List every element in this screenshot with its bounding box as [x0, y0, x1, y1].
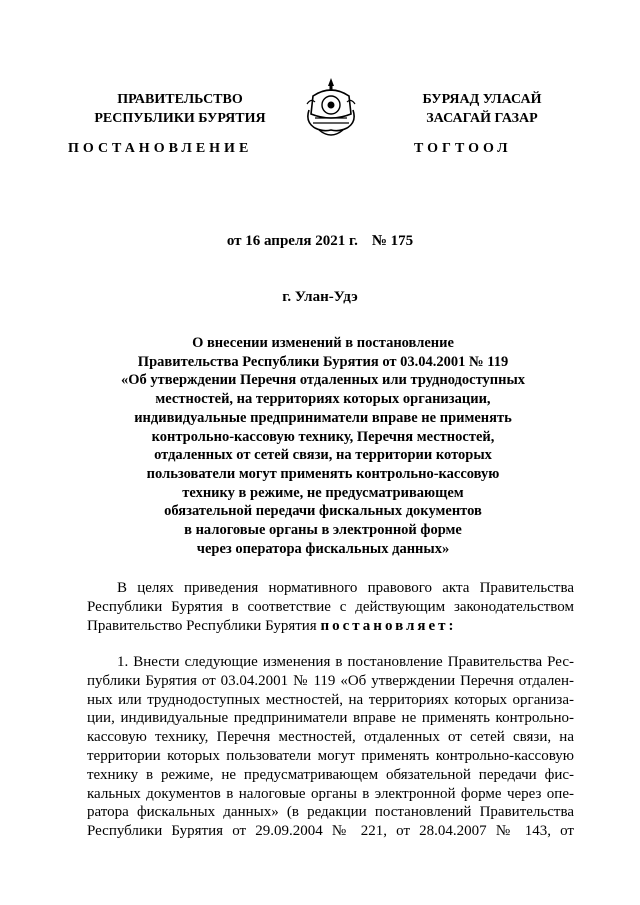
document-title: [100, 334, 546, 558]
title-line: индивидуальные предприниматели вправе не применять: [134, 409, 512, 426]
preamble-line: Республики Бурятия в соответствие с действующим законодательством: [87, 598, 574, 615]
document-city: г. Улан-Удэ: [282, 289, 358, 305]
title-line: О внесении изменений в постановление: [192, 335, 454, 351]
item-1-line: ции, индивидуальные предприниматели вправе не применять контрольно-: [87, 710, 574, 727]
header-right-line-1: БУРЯАД УЛАСАЙ: [422, 92, 542, 107]
government-name-russian: [80, 90, 280, 128]
coat-of-arms-icon: [301, 74, 361, 144]
title-line: обязательной передачи фискальных документов: [164, 503, 482, 520]
item-1-line: кальных документов в налоговые органы в электронной форме через опе-: [87, 785, 574, 802]
doc-type-russian: ПОСТАНОВЛЕНИЕ: [68, 141, 253, 156]
title-line: «Об утверждении Перечня отдаленных или труднодоступных: [120, 372, 526, 389]
title-line: в налоговые органы в электронной форме: [184, 522, 462, 539]
date-number-line: [0, 233, 640, 250]
item-1-line: Республики Бурятия от 29.09.2004 № 221, от 28.04.2007 № 143, от: [87, 823, 574, 840]
document-number: № 175: [371, 233, 414, 249]
resolves-word: постановляет:: [320, 617, 457, 634]
title-line: отдаленных от сетей связи, на территории которых: [154, 447, 492, 464]
preamble-line: В целях приведения нормативного правового акта Правительства: [117, 580, 574, 596]
title-line: через оператора фискальных данных»: [196, 540, 450, 557]
header-left-line-2: РЕСПУБЛИКИ БУРЯТИЯ: [94, 111, 266, 126]
title-line: технику в режиме, не предусматривающем: [182, 484, 464, 501]
item-1-paragraph: [87, 653, 574, 841]
item-1-line: технику в режиме, не предусматривающем обязательной передачи фис-: [87, 766, 574, 783]
item-1-line: кассовую технику, Перечня местностей, отдаленных от сетей связи, на: [87, 729, 574, 746]
item-1-line: публики Бурятия от 03.04.2001 № 119 «Об утверждении Перечня отдален-: [87, 672, 574, 689]
header-left-line-1: ПРАВИТЕЛЬСТВО: [117, 92, 243, 107]
government-name-buryat: [382, 90, 582, 128]
preamble-paragraph: [87, 579, 574, 635]
title-line: пользователи могут применять контрольно-кассовую: [146, 465, 500, 482]
header-right-line-2: ЗАСАГАЙ ГАЗАР: [426, 111, 538, 126]
item-1-line: 1. Внести следующие изменения в постановление Правительства Рес-: [117, 654, 574, 670]
document-date: от 16 апреля 2021 г.: [226, 233, 358, 249]
title-line: Правительства Республики Бурятия от 03.04.2001 № 119: [137, 353, 509, 370]
doc-type-buryat: ТОГТООЛ: [414, 141, 512, 156]
preamble-line: [87, 617, 574, 636]
item-1-line: ных или труднодоступных местностей, на территориях которых организа-: [87, 691, 574, 708]
preamble-line-prefix: Правительство Республики Бурятия: [87, 617, 321, 634]
title-line: местностей, на территориях которых организации,: [155, 391, 491, 408]
item-1-line: ратора фискальных данных» (в редакции постановлений Правительства: [87, 804, 574, 821]
item-1-line: территории которых пользователи могут применять контрольно-кассовую: [87, 747, 574, 764]
title-line: контрольно-кассовую технику, Перечня местностей,: [151, 428, 495, 445]
